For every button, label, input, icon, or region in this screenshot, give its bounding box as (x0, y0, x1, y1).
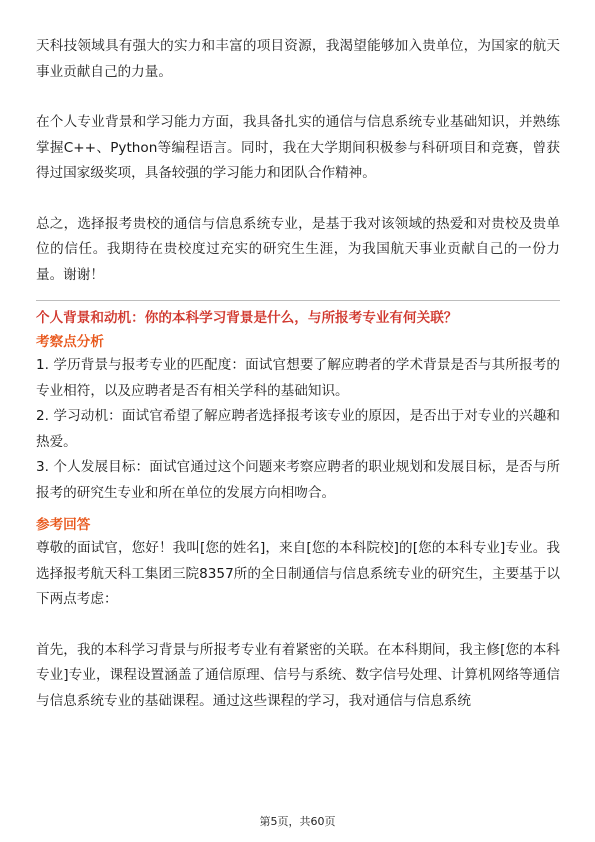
paragraph-conclusion: 总之，选择报考贵校的通信与信息系统专业，是基于我对该领域的热爱和对贵校及贵单位的信任。我期待在贵校度过充实的研究生生涯，为我国航天事业贡献自己的一份力量。谢谢！ (36, 215, 560, 283)
section-divider (36, 300, 560, 301)
reference-paragraph-greeting: 尊敬的面试官，您好！我叫[您的姓名]，来自[您的本科院校]的[您的本科专业]专业。我选择报考航天科工集团三院8357所的全日制通信与信息系统专业的研究生，主要基于以下两点考虑： (36, 540, 560, 607)
analysis-item: 2. 学习动机：面试官希望了解应聘者选择报考该专业的原因，是否出于对专业的兴趣和热爱。 (36, 408, 560, 450)
analysis-item: 3. 个人发展目标：面试官通过这个问题来考察应聘者的职业规划和发展目标，是否与所报考的研究生专业和所在单位的发展方向相吻合。 (36, 459, 560, 501)
page-number-footer: 第5页，共60页 (259, 815, 336, 828)
interview-question: 个人背景和动机：你的本科学习背景是什么，与所报考专业有何关联？ (36, 310, 458, 326)
reference-paragraph-first-point: 首先，我的本科学习背景与所报考专业有着紧密的关联。在本科期间，我主修[您的本科专业]专业，课程设置涵盖了通信原理、信号与系统、数字信号处理、计算机网络等通信与信息系统专业的基础课程。通过这些课程的学习，我对通信与信息系统 (36, 641, 560, 709)
paragraph-professional-background: 在个人专业背景和学习能力方面，我具备扎实的通信与信息系统专业基础知识，并熟练掌握C++、Python等编程语言。同时，我在大学期间积极参与科研项目和竞赛，曾获得过国家级奖项，具备较强的学习能力和团队合作精神。 (36, 114, 560, 181)
reference-answer-heading: 参考回答 (36, 517, 91, 533)
page-content (36, 34, 560, 714)
paragraph-intro-continuation: 天科技领域具有强大的实力和丰富的项目资源，我渴望能够加入贵单位，为国家的航天事业贡献自己的力量。 (36, 38, 560, 80)
analysis-heading: 考察点分析 (36, 334, 104, 350)
analysis-item: 1. 学历背景与报考专业的匹配度：面试官想要了解应聘者的学术背景是否与其所报考的专业相符，以及应聘者是否有相关学科的基础知识。 (36, 357, 560, 399)
